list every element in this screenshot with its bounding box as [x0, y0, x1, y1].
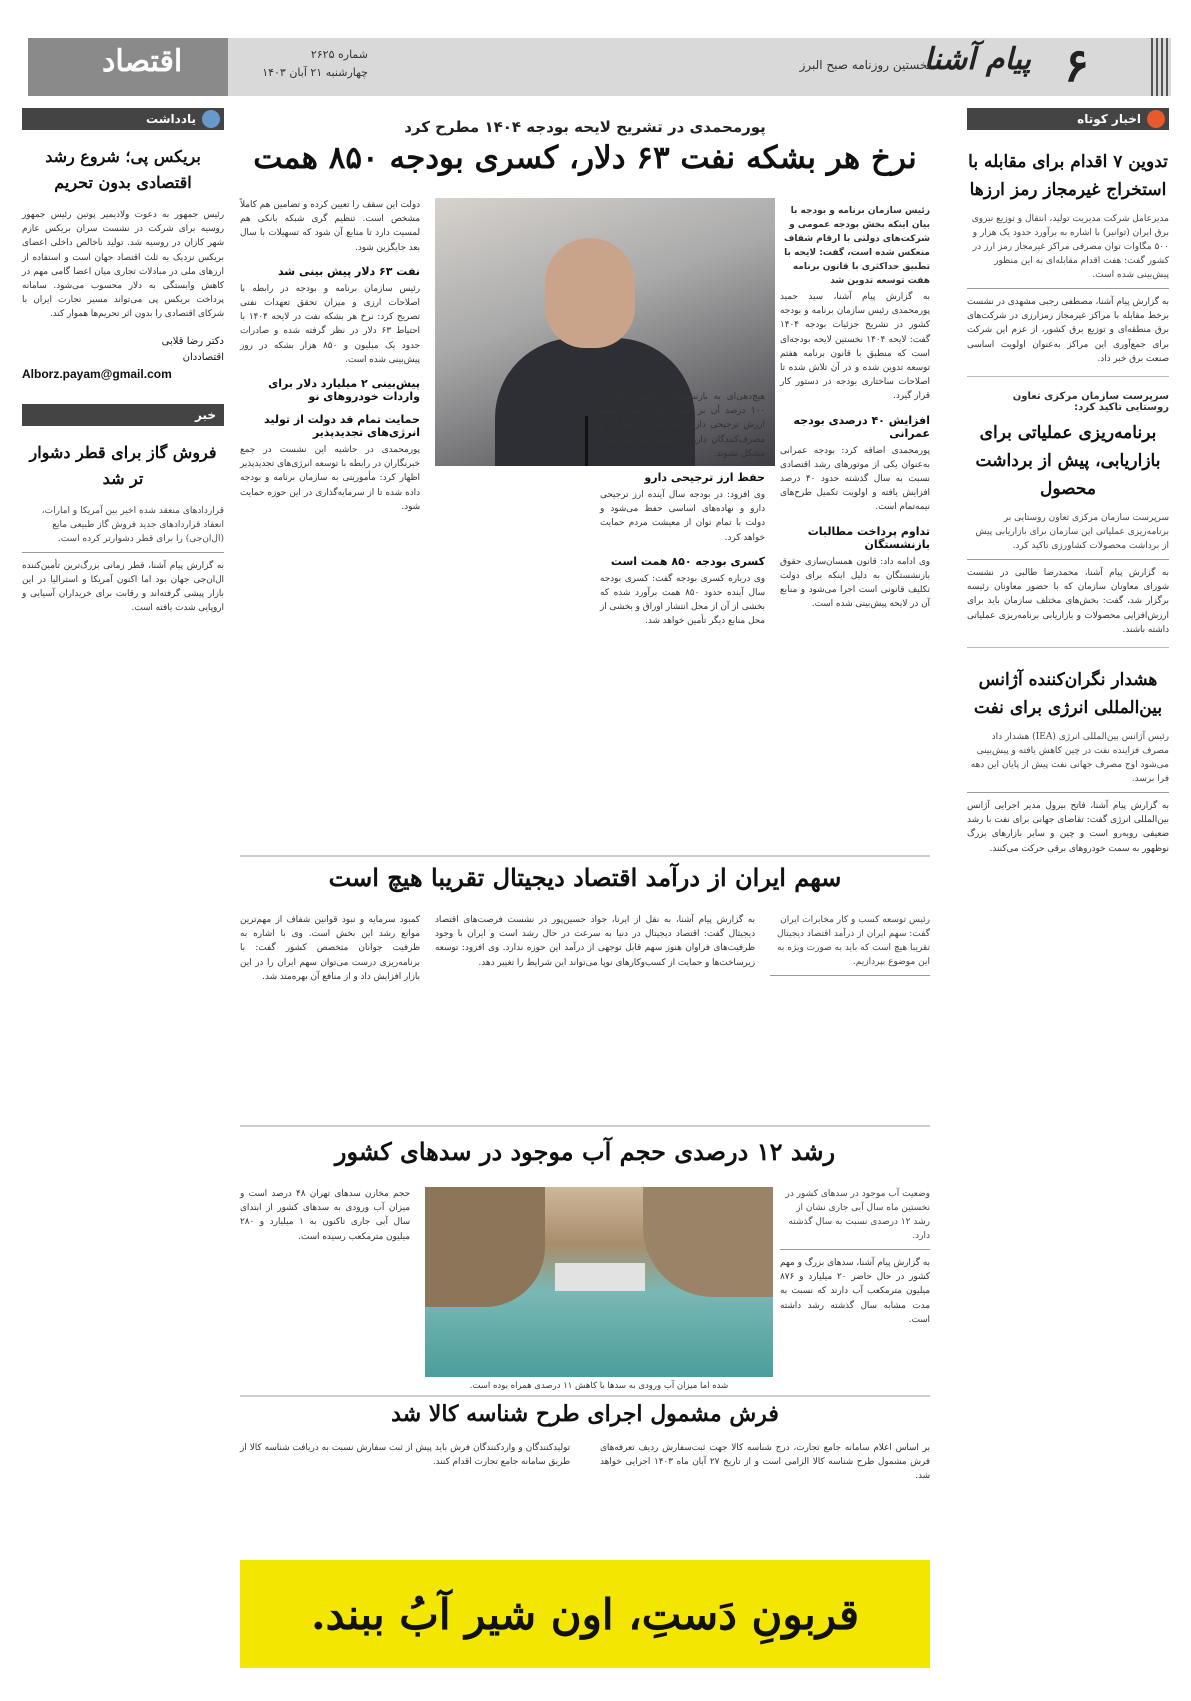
note-header [22, 108, 224, 130]
digital-column-3 [240, 913, 420, 984]
story-body: به گزارش پیام آشنا، محمدرضا طالبی در نشست شورای معاونان سازمان که با حضور معاونان رئیسه برگزار شد، گفت: بخش‌های مختلف سازمان باید برای ارزش‌افزایی محصولات و بازاریابی برنامه‌ریزی عملیاتی داشته باشند. [967, 568, 1169, 635]
lead-subhead: نفت ۶۳ دلار پیش بینی شد [277, 264, 420, 278]
water-saving-banner: قربونِ دَستِ، اون شیر آبُ ببند. [240, 1560, 930, 1668]
decorative-hatch [1151, 38, 1171, 96]
section-rule [240, 1395, 930, 1397]
note-title: بریکس پی؛ شروع رشد اقتصادی بدون تحریم [45, 147, 201, 192]
note-body: رئیس جمهور به دعوت ولادیمیر پوتین رئیس جمهور روسیه برای شرکت در نشست سران بریکس عازم شهر کازان در روسیه شد. تولید ناخالص داخلی اعضای بریکس نزدیک به ثلث اقتصاد جهان است و استفاده از ارزهای ملی در مبادلات تجاری میان اعضا گامی مهم در کاهش وابستگی به دلار محسوب می‌شود. سامانه پرداخت بریکس پی می‌تواند مسیر تجارت ایران با شرکای اقتصادی را بدون اثر تحریم‌ها هموار کند. [22, 210, 224, 320]
note-label: یادداشت [146, 112, 196, 126]
photo-figure-head [545, 238, 635, 348]
contact-email[interactable]: Alborz.payam@gmail.com [22, 366, 172, 381]
water-column-1 [780, 1187, 930, 1327]
author-signature [22, 334, 224, 382]
author-name: دکتر رضا قلابی [161, 335, 224, 347]
story-title: برنامه‌ریزی عملیاتی برای بازاریابی، پیش از برداشت محصول [975, 423, 1161, 500]
author-role: اقتصاددان [182, 351, 224, 363]
news-body: به گزارش پیام آشنا، قطر زمانی بزرگ‌ترین تأمین‌کننده ال‌ان‌جی جهان بود اما اکنون آمریکا و استرالیا در این بازار پیشی گرفته‌اند و رقابت برای خریداران آسیایی و اروپایی شدت یافته است. [22, 560, 224, 614]
section-rule [240, 855, 930, 857]
lead-paragraph: رئیس سازمان برنامه و بودجه در رابطه با اصلاحات ارزی و میزان تحقق تعهدات نفتی تصریح کرد: نرخ هر بشکه نفت در لایحه ۱۴۰۴ با احتیاط ۶۳ دلار در نظر گرفته شده و صادرات حدود یک میلیون و ۸۵۰ هزار بشکه در روز پیش‌بینی شده است. [240, 283, 420, 365]
digital-body: به گزارش پیام آشنا، به نقل از ایرنا، جواد حسین‌پور در نشست فرصت‌های اقتصاد دیجیتال گفت: اقتصاد دیجیتال در دنیا به سرعت در حال رشد است و ایران با وجود ظرفیت‌های فراوان هنوز سهم قابل توجهی از درآمد این حوزه ندارد. وی افزود: توسعه زیرساخت‌ها و حمایت از کسب‌وکارهای نوپا می‌تواند این شرایط را تغییر دهد. [435, 915, 755, 968]
megaphone-icon [1147, 110, 1165, 128]
commodity-body: بر اساس اعلام سامانه جامع تجارت، درج شناسه کالا جهت ثبت‌سفارش ردیف تعرفه‌های فرش مشمول طرح شناسه کالا الزامی است و از تاریخ ۲۷ آبان ماه ۱۴۰۳ اجرایی خواهد شد. [600, 1443, 930, 1482]
digital-body: کمبود سرمایه و نبود قوانین شفاف از مهم‌ترین موانع رشد این بخش است. وی با اشاره به ظرفیت جوانان متخصص کشور گفت: با برنامه‌ریزی درست می‌توان سهم ایران را در این بازار افزایش داد و از منافع آن بهره‌مند شد. [240, 915, 420, 982]
water-headline: رشد ۱۲ درصدی حجم آب موجود در سدهای کشور [334, 1137, 836, 1166]
issue-info [248, 46, 368, 82]
lead-subhead: حفظ ارز ترجیحی دارو [644, 471, 765, 485]
divider [967, 647, 1169, 648]
digital-column-2 [435, 913, 755, 970]
lead-paragraph: به گزارش پیام آشنا، سید حمید پورمحمدی رئیس سازمان برنامه و بودجه کشور در تشریح جزئیات بودجه ۱۴۰۴ گفت: لایحه ۱۴۰۴ نخستین لایحه بودجه‌ای است که منطبق با قانون برنامه هفتم توسعه تدوین شده و در آن تلاش شده تا اصلاحات ساختاری بودجه در دستور کار قرار گیرد. [780, 292, 931, 402]
digital-column-1 [770, 913, 930, 982]
dam-photo [425, 1187, 773, 1377]
digital-lead: رئیس توسعه کسب و کار مخابرات ایران گفت: سهم ایران از درآمد اقتصاد دیجیتال تقریبا هیچ است که باید به صورت ویژه به این موضوع بپردازیم. [770, 913, 930, 976]
section-label-block [28, 38, 228, 96]
water-story [240, 1125, 930, 1400]
digital-economy-story [240, 855, 930, 1135]
lead-column-1 [780, 290, 930, 611]
notepad-icon [202, 110, 220, 128]
page-number: ۶ [1064, 38, 1089, 92]
story-lead: رئیس آژانس بین‌المللی انرژی (IEA) هشدار داد مصرف فزاینده نفت در چین کاهش یافته و پیش‌بینی می‌شود اوج مصرف جهانی نفت پیش از پایان این دهه فرا برسد. [967, 730, 1169, 793]
story-title: هشدار نگران‌کننده آژانس بین‌المللی انرژی برای نفت [973, 670, 1163, 719]
lead-paragraph: وی ادامه داد: قانون همسان‌سازی حقوق بازنشستگان به دلیل اینکه برای دولت تکلیف قانونی است اجرا می‌شود و منابع آن در لایحه پیش‌بینی شده است. [780, 556, 930, 610]
lead-supertitle: پورمحمدی در تشریح لایحه بودجه ۱۴۰۴ مطرح کرد [404, 118, 766, 136]
news-title: فروش گاز برای قطر دشوار تر شد [29, 442, 217, 488]
lead-subhead: حمایت تمام قد دولت از تولید انرژی‌های تجدیدپذیر [264, 413, 420, 440]
commodity-headline: فرش مشمول اجرای طرح شناسه کالا شد [391, 1401, 779, 1427]
lead-column-3 [240, 198, 420, 514]
lead-story-body [240, 100, 930, 760]
lead-subhead: پیش‌بینی ۲ میلیارد دلار برای واردات خودروهای نو [268, 377, 420, 404]
short-news-label: اخبار کوتاه [1077, 112, 1141, 126]
masthead [28, 38, 1171, 96]
paper-tagline: نخستین روزنامه صبح البرز [799, 58, 931, 72]
story-title: تدوین ۷ اقدام برای مقابله با استخراج غیرمجاز رمز ارزها [968, 152, 1168, 200]
story-body: به گزارش پیام آشنا، فاتح بیرول مدیر اجرایی آژانس بین‌المللی انرژی گفت: تقاضای جهانی برای نفت با رشد ضعیفی روبه‌رو است و چین و سایر بازارهای بزرگ نوظهور به سمت خودروهای برقی حرکت می‌کنند. [967, 801, 1169, 854]
story-lead: مدیرعامل شرکت مدیریت تولید، انتقال و توزیع نیروی برق ایران (توانیر) با اشاره به برآورد حدود یک هزار و ۵۰۰ مگاوات توان مصرفی مراکز غیرمجاز رمز ارز در کشور گفت: هفت اقدام مقابله‌ای به این منظور پیش‌بینی شده است. [967, 212, 1169, 289]
microphone-icon [585, 416, 588, 466]
lead-paragraph: پورمحمدی در حاشیه این نشست در جمع خبرنگاران در رابطه با توسعه انرژی‌های تجدیدپذیر اظهار کرد: مأموریتی به سازمان برنامه و بودجه داده شده تا از سرمایه‌گذاری در این حوزه حمایت شود. [240, 445, 420, 512]
lead-column-2 [600, 390, 765, 629]
lead-subhead: افزایش ۴۰ درصدی بودجه عمرانی [793, 413, 930, 440]
lead-subhead: تداوم پرداخت مطالبات بازنشستگان [807, 524, 930, 551]
commodity-id-story [240, 1395, 930, 1535]
lead-headline: نرخ هر بشکه نفت ۶۳ دلار، کسری بودجه ۸۵۰ همت [253, 140, 917, 176]
lead-paragraph: وی افزود: در بودجه سال آینده ارز ترجیحی دارو و نهاده‌های اساسی حفظ می‌شود و دولت با تمام توان از معیشت مردم حمایت خواهد کرد. [600, 490, 765, 543]
lead-subhead: کسری بودجه ۸۵۰ همت است [610, 554, 765, 568]
commodity-body: تولیدکنندگان و واردکنندگان فرش باید پیش از ثبت سفارش نسبت به دریافت شناسه کالا از طریق سامانه جامع تجارت اقدام کنند. [240, 1443, 570, 1468]
water-lead: وضعیت آب موجود در سدهای کشور در نخستین ماه سال آبی جاری نشان از رشد ۱۲ درصدی نسبت به سال گذشته دارد. [780, 1187, 930, 1250]
lead-paragraph: وی درباره کسری بودجه گفت: کسری بودجه سال آینده حدود ۸۵۰ همت برآورد شده که بخشی از آن از محل انتشار اوراق و بخشی از محل منابع دیگر تأمین خواهد شد. [600, 573, 765, 627]
dam-caption: شده اما میزان آب ورودی به سدها با کاهش ۱۱ درصدی همراه بوده است. [469, 1381, 729, 1391]
lead-paragraph: پورمحمدی اضافه کرد: بودجه عمرانی به‌عنوان یکی از موتورهای رشد اقتصادی نسبت به سال گذشته حدود ۴۰ درصد افزایش یافته و اولویت تکمیل طرح‌های نیمه‌تمام است. [780, 445, 930, 513]
section-rule [240, 1125, 930, 1127]
digital-headline: سهم ایران از درآمد اقتصاد دیجیتال تقریبا هیچ است [328, 863, 842, 892]
story-body: به گزارش پیام آشنا، مصطفی رجبی مشهدی در نشست برخط مقابله با مراکز غیرمجاز رمزارزی در شرکت‌های برق منطقه‌ای و توزیع برق کشور، از عزم این شرکت برای جمع‌آوری این مراکز به‌عنوان اولویت اساسی صنعت برق خبر داد. [967, 297, 1169, 364]
story-lead: سرپرست سازمان مرکزی تعاون روستایی بر برنامه‌ریزی عملیاتی این سازمان برای بازاریابی پیش از برداشت محصولات کشاورزی تاکید کرد. [967, 511, 1169, 560]
paper-logo: پیام آشنا [923, 42, 1031, 77]
water-body: به گزارش پیام آشنا، سدهای بزرگ و مهم کشور در حال حاضر ۲۰ میلیارد و ۸۷۶ میلیون مترمکعب آب دارند که نسبت به مدت مشابه سال گذشته رشد داشته است. [780, 1258, 930, 1325]
dam-wall [555, 1263, 645, 1291]
commodity-column-2 [240, 1441, 570, 1469]
water-body: حجم مخازن سدهای تهران ۴۸ درصد است و میزان آب ورودی به سدهای کشور از ابتدای سال آبی جاری تاکنون به ۱ میلیارد و ۲۸۰ میلیون مترمکعب رسیده است. [240, 1189, 411, 1242]
section-name: اقتصاد [102, 44, 183, 79]
photo-caption: رئیس سازمان برنامه و بودجه با بیان اینکه بخش بودجه عمومی و شرکت‌های دولتی با ارقام شفاف منعکس شده است، گفت: لایحه با تطبیق حداکثری با قانون برنامه هفت توسعه تدوین شد [783, 206, 930, 286]
commodity-column-1 [600, 1441, 930, 1484]
news-header [22, 404, 224, 426]
issue-date: چهارشنبه ۲۱ آبان ۱۴۰۳ [262, 66, 368, 79]
news-label: خبر [194, 407, 216, 422]
short-news-column [967, 108, 1169, 1668]
news-lead: قراردادهای منعقد شده اخیر بین آمریکا و امارات، انعقاد قراردادهای جدید فروش گاز طبیعی مایع (ال‌ان‌جی) را برای قطر دشوارتر کرده است. [22, 504, 224, 553]
divider [967, 376, 1169, 377]
story-kicker: سرپرست سازمان مرکزی تعاون روستایی تاکید کرد: [1012, 391, 1169, 414]
issue-number: شماره ۲۶۲۵ [310, 48, 368, 61]
short-news-header [967, 108, 1169, 130]
lead-paragraph: هیچ‌دهی‌ای به بازنشستگان نداشته باشد و ۱۰۰ درصد آن بر عهده دولت باشد. حفظ ارزش ترجیحی دارو ادامه دارد تا بیماران و مصرف‌کنندگان دارو در تأمین نیاز خود دچار مشکل نشوند. [600, 392, 765, 459]
dam-rock-left [425, 1187, 545, 1307]
water-column-2 [240, 1187, 410, 1244]
dam-rock-right [643, 1187, 773, 1297]
note-column [22, 108, 224, 1668]
lead-paragraph: دولت این سقف را تعیین کرده و تضامین هم کاملاً مشخص است. تنظیم گری شبکه بانکی هم لمسیت دارد تا منابع آن شود که تسهیلات با سال بعد جایگزین شود. [240, 200, 420, 253]
